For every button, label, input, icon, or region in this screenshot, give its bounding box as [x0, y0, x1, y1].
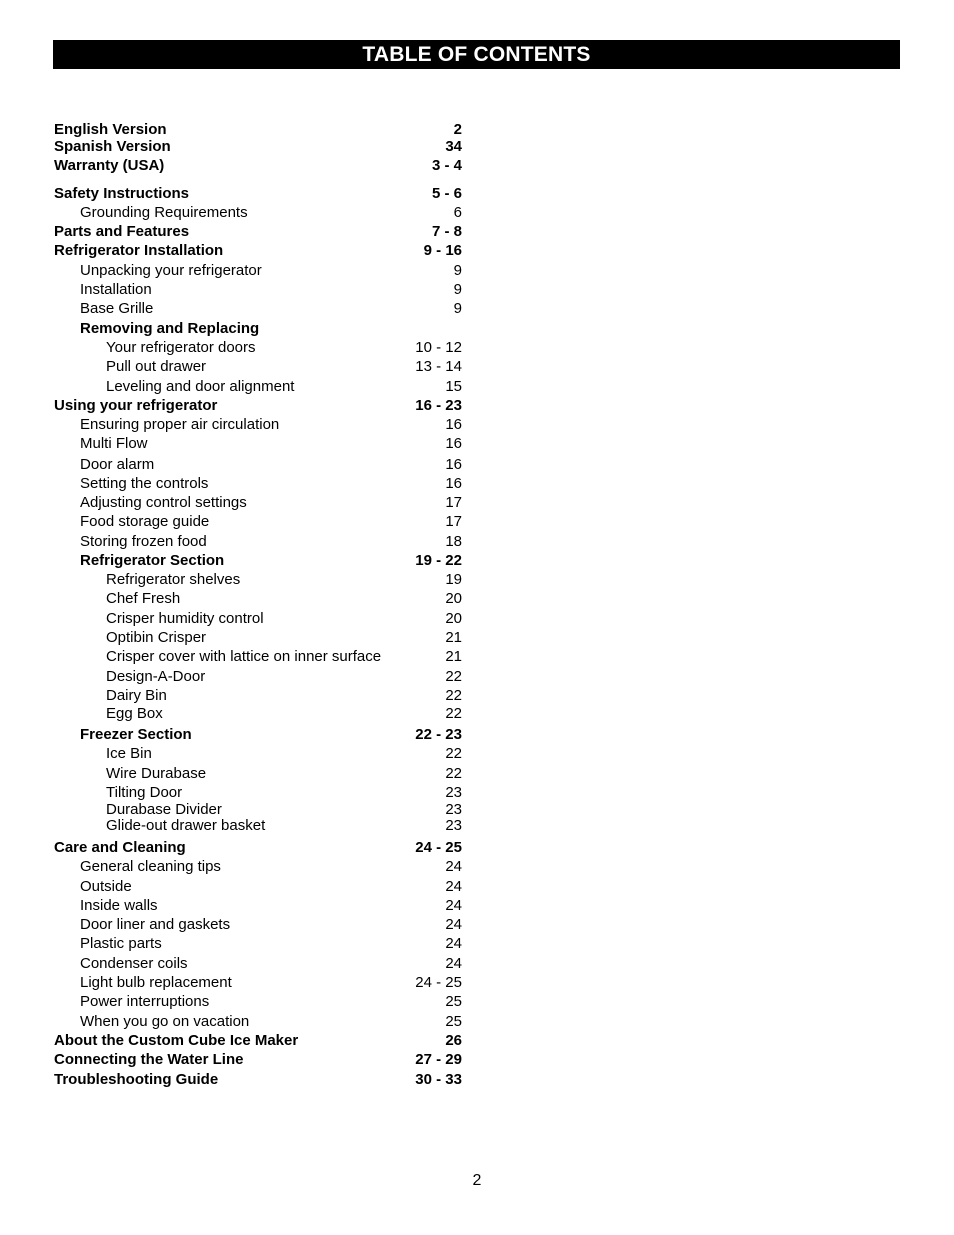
toc-entry-page: 23 [445, 784, 462, 801]
toc-entry-label: Ice Bin [106, 745, 152, 762]
toc-entry-page: 25 [445, 1013, 462, 1030]
toc-entry-label: Door alarm [80, 456, 155, 473]
toc-entry [0, 280, 462, 299]
toc-entry-page: 24 - 25 [415, 974, 462, 991]
toc-entry [0, 184, 462, 203]
toc-entry-page: 18 [445, 533, 462, 550]
toc-entry-page: 25 [445, 993, 462, 1010]
toc-entry-page: 24 [445, 916, 462, 933]
toc-entry-page: 15 [445, 378, 462, 395]
toc-entry-page: 17 [445, 513, 462, 530]
toc-entry-label: Storing frozen food [80, 533, 207, 550]
toc-entry [0, 319, 462, 338]
toc-entry [0, 647, 462, 666]
toc-entry-page: 24 - 25 [415, 839, 462, 856]
toc-entry-label: Design-A-Door [106, 668, 206, 685]
toc-entry-label: Refrigerator shelves [106, 571, 241, 588]
toc-entry-page: 13 - 14 [415, 358, 462, 375]
toc-entry-label: Care and Cleaning [54, 839, 186, 856]
toc-entry-page: 34 [445, 138, 462, 155]
toc-entry [0, 896, 462, 915]
toc-entry [0, 551, 462, 570]
toc-entry [0, 744, 462, 763]
toc-entry-page: 20 [445, 590, 462, 607]
toc-entry-page: 24 [445, 878, 462, 895]
toc-entry [0, 1070, 462, 1089]
toc-entry [0, 954, 462, 973]
toc-entry-page: 23 [445, 817, 462, 834]
toc-entry [0, 725, 462, 744]
toc-entry-label: Durabase Divider [106, 801, 222, 818]
toc-entry-label: Removing and Replacing [80, 320, 260, 337]
toc-entry-label: Safety Instructions [54, 185, 190, 202]
toc-entry [0, 1031, 462, 1050]
toc-entry [0, 877, 462, 896]
toc-entry-label: Refrigerator Installation [54, 242, 224, 259]
toc-entry-label: Crisper humidity control [106, 610, 264, 627]
toc-entry-label: Multi Flow [80, 435, 148, 452]
toc-entry-label: Optibin Crisper [106, 629, 207, 646]
toc-entry-label: Grounding Requirements [80, 204, 248, 221]
toc-entry-label: Ensuring proper air circulation [80, 416, 280, 433]
toc-entry [0, 241, 462, 260]
toc-entry [0, 838, 462, 857]
toc-entry-page: 3 - 4 [431, 157, 462, 174]
toc-entry-label: Connecting the Water Line [54, 1051, 244, 1068]
page-title: TABLE OF CONTENTS [53, 40, 900, 69]
toc-entry-label: Chef Fresh [106, 590, 181, 607]
toc-entry-page: 5 - 6 [431, 185, 462, 202]
toc-entry-page: 9 [453, 262, 462, 279]
toc-entry-label: Installation [80, 281, 152, 298]
toc-entry [0, 377, 462, 396]
toc-entry-page: 6 [453, 204, 462, 221]
toc-entry [0, 570, 462, 589]
toc-entry-label: Refrigerator Section [80, 552, 225, 569]
toc-entry-page: 9 [453, 300, 462, 317]
toc-entry [0, 493, 462, 512]
toc-entry-label: Adjusting control settings [80, 494, 247, 511]
toc-entry-page: 16 [445, 435, 462, 452]
toc-entry-label: General cleaning tips [80, 858, 221, 875]
toc-entry-page: 19 - 22 [415, 552, 462, 569]
toc-entry-label: Crisper cover with lattice on inner surface [106, 648, 382, 665]
toc-entry-page: 7 - 8 [431, 223, 462, 240]
toc-entry-label: Tilting Door [106, 784, 183, 801]
toc-entry-page: 16 - 23 [415, 397, 462, 414]
toc-entry-label: Spanish Version [54, 138, 171, 155]
toc-entry-page: 23 [445, 801, 462, 818]
toc-entry-label: Using your refrigerator [54, 397, 218, 414]
toc-entry-page: 27 - 29 [415, 1051, 462, 1068]
toc-entry-page: 16 [445, 456, 462, 473]
toc-entry [0, 915, 462, 934]
toc-entry [0, 512, 462, 531]
toc-entry-page: 2 [453, 121, 462, 138]
toc-entry-page: 10 - 12 [415, 339, 462, 356]
toc-entry [0, 973, 462, 992]
toc-entry-label: Plastic parts [80, 935, 162, 952]
toc-entry [0, 816, 462, 835]
toc-entry [0, 338, 462, 357]
toc-entry-page: 9 - 16 [423, 242, 462, 259]
toc-entry [0, 609, 462, 628]
toc-entry-page: 20 [445, 610, 462, 627]
toc-entry [0, 1050, 462, 1069]
toc-entry [0, 667, 462, 686]
toc-entry [0, 156, 462, 175]
toc-entry-label: Troubleshooting Guide [54, 1071, 219, 1088]
toc-entry-label: Warranty (USA) [54, 157, 165, 174]
toc-entry-label: Power interruptions [80, 993, 210, 1010]
toc-entry-page: 22 [445, 745, 462, 762]
toc-entry-label: Base Grille [80, 300, 154, 317]
toc-entry-label: Food storage guide [80, 513, 210, 530]
toc-entry-page: 22 - 23 [415, 726, 462, 743]
toc-entry [0, 532, 462, 551]
toc-entry-page: 22 [445, 687, 462, 704]
toc-entry [0, 137, 462, 156]
toc-entry-label: English Version [54, 121, 167, 138]
toc-entry-label: Light bulb replacement [80, 974, 232, 991]
toc-entry [0, 992, 462, 1011]
toc-entry [0, 299, 462, 318]
toc-entry [0, 434, 462, 453]
toc-entry-label: About the Custom Cube Ice Maker [54, 1032, 299, 1049]
toc-entry-label: Pull out drawer [106, 358, 207, 375]
toc-entry-page: 16 [445, 416, 462, 433]
toc-entry-page: 24 [445, 955, 462, 972]
toc-entry-page: 16 [445, 475, 462, 492]
toc-entry [0, 203, 462, 222]
toc-entry [0, 1012, 462, 1031]
toc-entry-label: Setting the controls [80, 475, 209, 492]
toc-entry [0, 704, 462, 723]
page-number: 2 [472, 1172, 482, 1189]
toc-entry [0, 857, 462, 876]
toc-entry-page: 24 [445, 935, 462, 952]
toc-entry-label: Door liner and gaskets [80, 916, 231, 933]
toc-entry [0, 686, 462, 705]
toc-entry-label: Freezer Section [80, 726, 192, 743]
toc-entry [0, 455, 462, 474]
toc-entry [0, 357, 462, 376]
toc-entry-page: 30 - 33 [415, 1071, 462, 1088]
toc-entry-page: 22 [445, 765, 462, 782]
toc-entry [0, 415, 462, 434]
toc-entry-label: Outside [80, 878, 132, 895]
toc-entry-page: 24 [445, 897, 462, 914]
toc-entry-label: Condenser coils [80, 955, 188, 972]
toc-entry-label: Glide-out drawer basket [106, 817, 266, 834]
toc-entry-label: Parts and Features [54, 223, 190, 240]
toc-entry [0, 474, 462, 493]
toc-entry-label: Wire Durabase [106, 765, 207, 782]
toc-entry-page: 19 [445, 571, 462, 588]
toc-entry [0, 628, 462, 647]
toc-entry-label: Inside walls [80, 897, 158, 914]
toc-entry [0, 764, 462, 783]
toc-entry [0, 222, 462, 241]
toc-entry-label: When you go on vacation [80, 1013, 250, 1030]
toc-entry-page: 21 [445, 629, 462, 646]
toc-entry-label: Dairy Bin [106, 687, 167, 704]
toc-entry-page: 17 [445, 494, 462, 511]
toc-entry-page: 22 [445, 705, 462, 722]
toc-entry-page: 21 [445, 648, 462, 665]
toc-entry-page: 22 [445, 668, 462, 685]
toc-entry-page: 9 [453, 281, 462, 298]
toc-entry-label: Your refrigerator doors [106, 339, 256, 356]
toc-entry-label: Leveling and door alignment [106, 378, 295, 395]
toc-entry [0, 589, 462, 608]
toc-entry [0, 396, 462, 415]
toc-entry [0, 261, 462, 280]
toc-entry-label: Egg Box [106, 705, 163, 722]
toc-entry-page: 24 [445, 858, 462, 875]
toc-entry [0, 934, 462, 953]
toc-entry-page: 26 [445, 1032, 462, 1049]
toc-entry-label: Unpacking your refrigerator [80, 262, 262, 279]
